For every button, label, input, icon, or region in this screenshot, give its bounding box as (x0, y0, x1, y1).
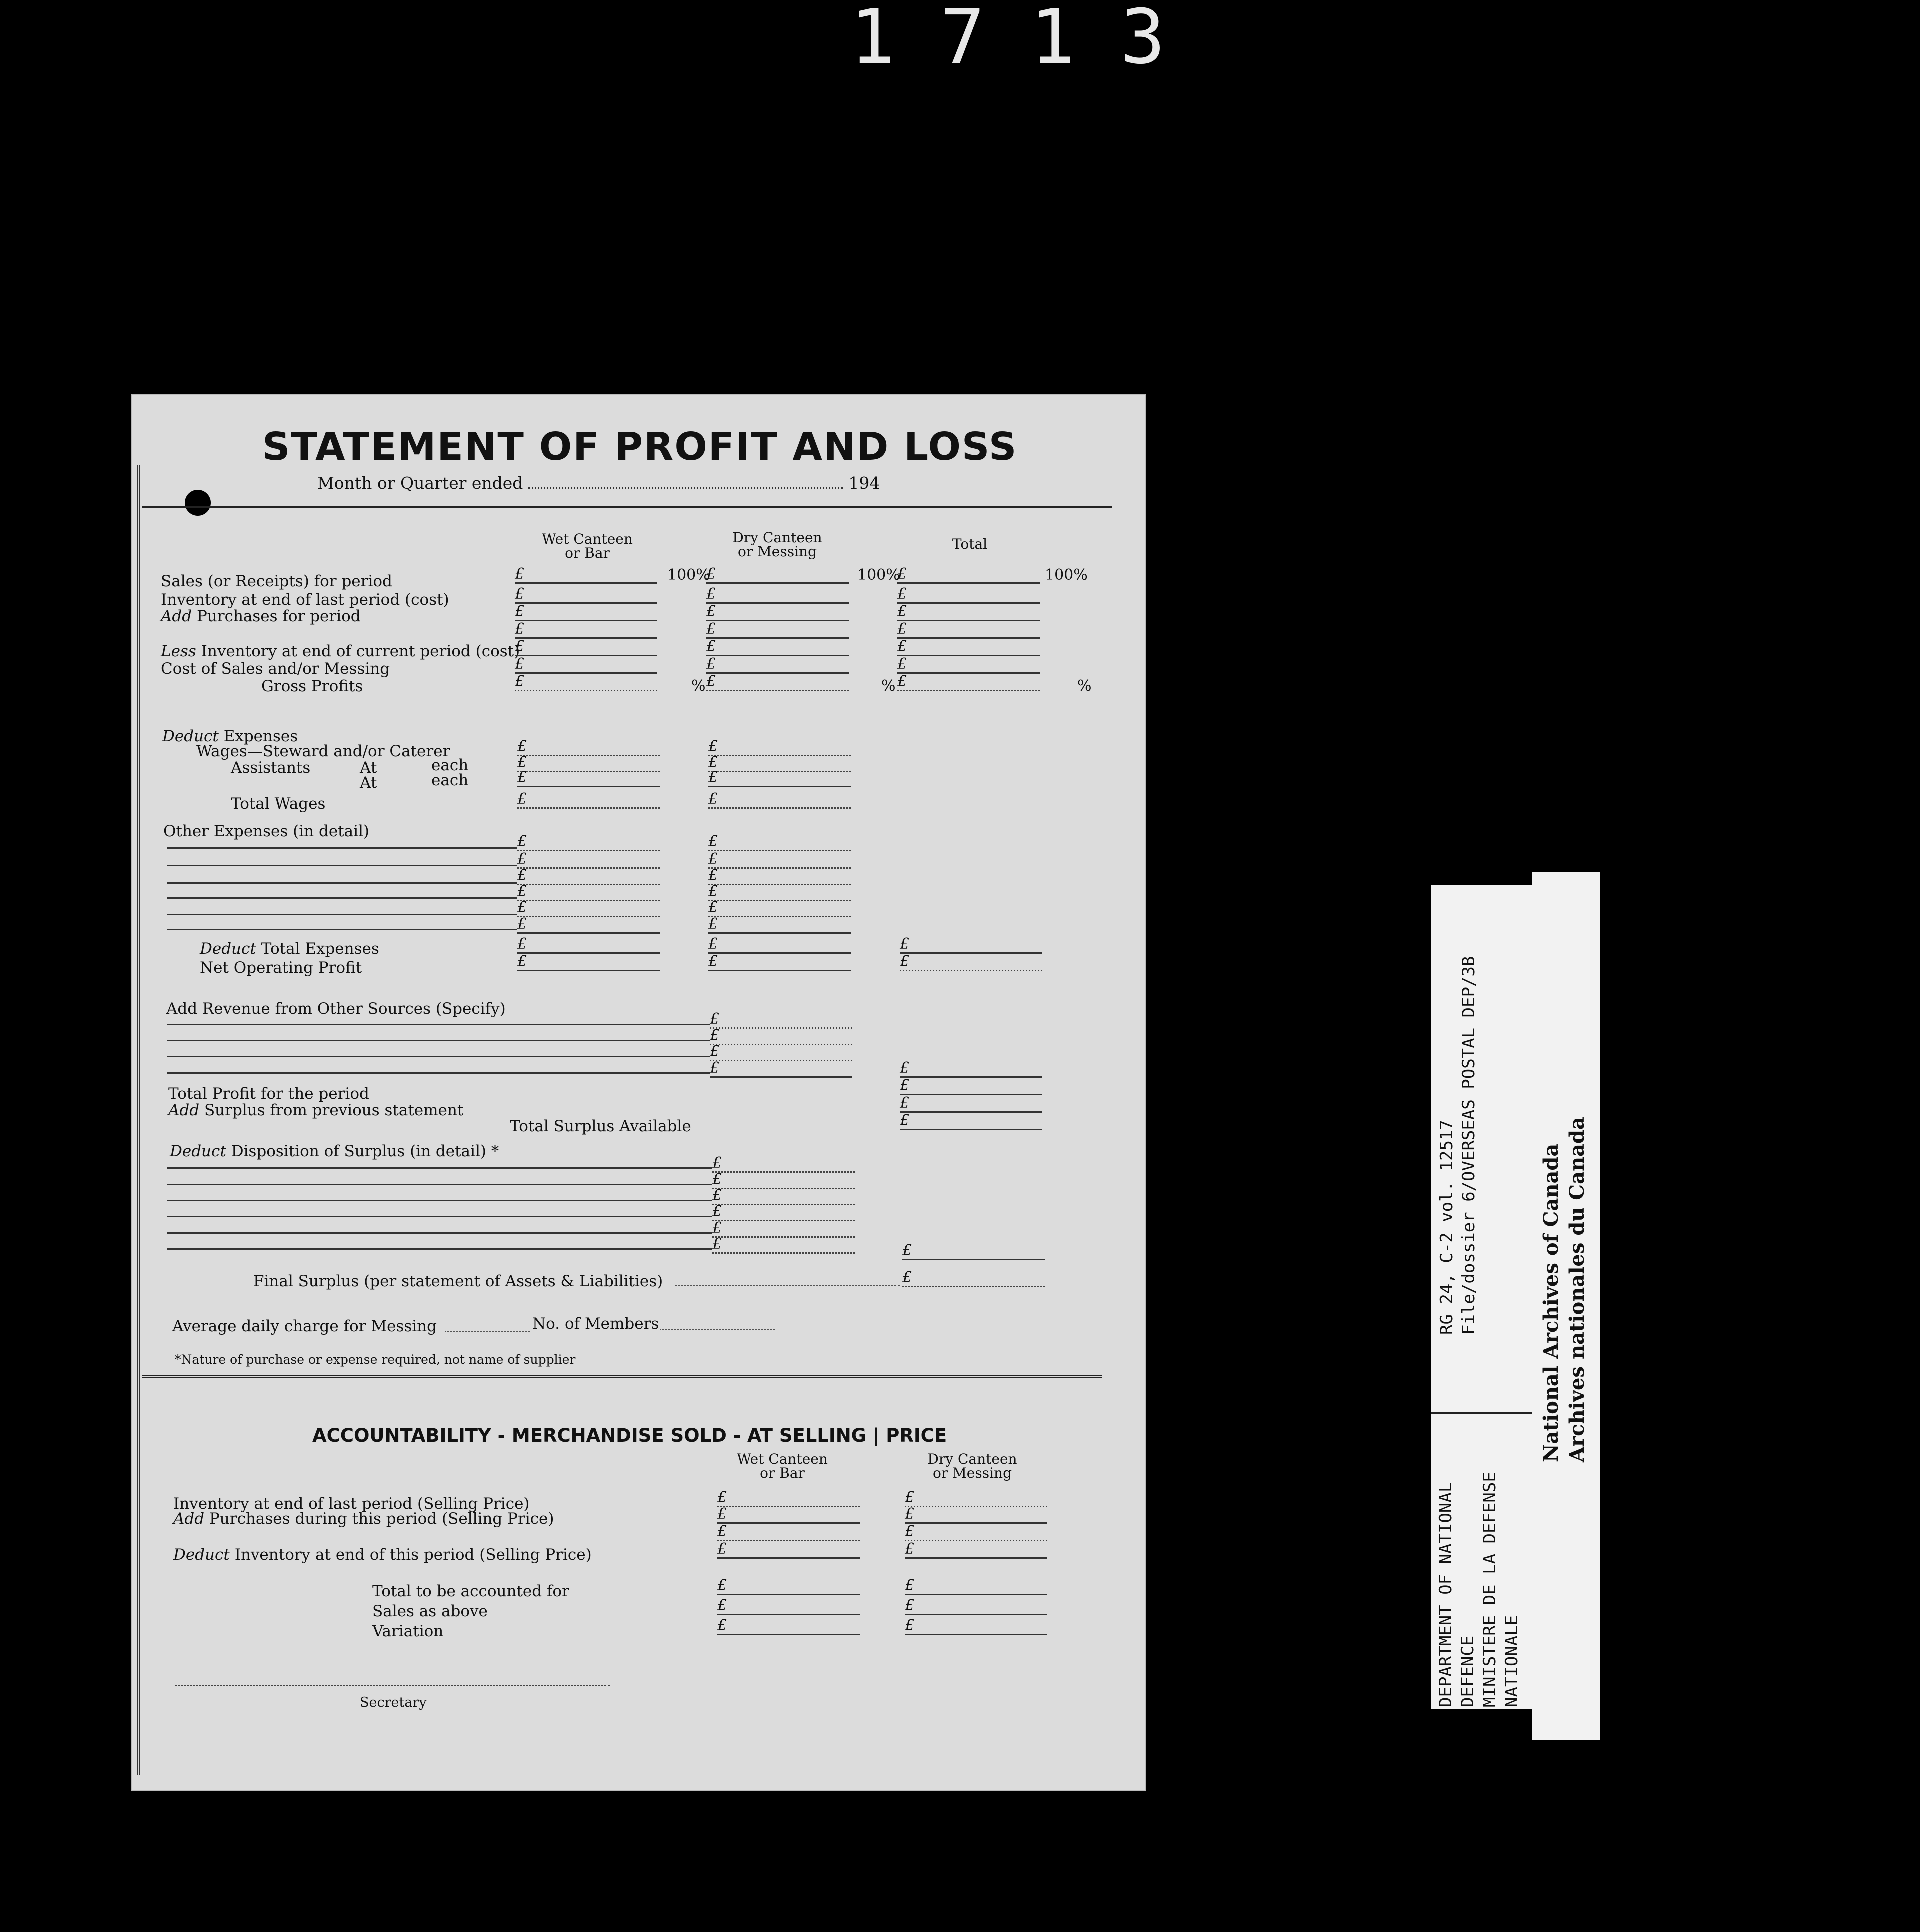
wet-wages-field[interactable] (518, 740, 660, 756)
row-members: No. of Members (532, 1315, 660, 1333)
row-total-expenses-deduct: Deduct (200, 940, 256, 958)
acc-row-inv-end (174, 1546, 592, 1564)
revenue-field-1[interactable] (710, 1012, 852, 1029)
wet-sales-field[interactable] (515, 568, 658, 584)
pct-total-sales: 100% (1045, 566, 1088, 584)
header-rule (142, 506, 1112, 508)
acc-row-inv-end-deduct: Deduct (174, 1546, 230, 1564)
disposition-line-3[interactable] (168, 1200, 712, 1202)
row-assistants-at-2: At (360, 774, 378, 792)
revenue-line-4[interactable] (168, 1072, 710, 1074)
dry-total-expenses-field[interactable] (708, 938, 851, 954)
total-total-expenses-field[interactable] (900, 938, 1042, 954)
acc-dry-total[interactable] (905, 1579, 1048, 1596)
wet-other-3[interactable] (518, 869, 660, 886)
dry-other-3[interactable] (708, 869, 851, 886)
acc-row-inv-end-label: Inventory at end of this period (Selling Price) (234, 1546, 592, 1564)
revenue-field-2[interactable] (710, 1029, 852, 1046)
row-assistants-at-1: At (360, 759, 378, 777)
dry-inventory-last-field[interactable] (706, 588, 849, 604)
row-other-expenses: Other Expenses (in detail) (164, 822, 370, 840)
surplus-prev-field[interactable] (900, 1096, 1042, 1113)
archive-file: File/dossier 6/OVERSEAS POSTAL DEP/3B (1459, 956, 1479, 1335)
secretary-label: Secretary (360, 1695, 427, 1710)
accountability-title: ACCOUNTABILITY - MERCHANDISE SOLD - AT SELLING | PRICE (312, 1425, 948, 1446)
wet-assistants-2-field[interactable] (518, 771, 660, 788)
total-surplus-field[interactable] (900, 1114, 1042, 1130)
row-assistants-each-2: each (432, 772, 469, 790)
disposition-line-1[interactable] (168, 1168, 712, 1169)
dept-en-1: DEPARTMENT OF NATIONAL (1436, 1482, 1456, 1708)
acc-wet-sales[interactable] (718, 1599, 860, 1616)
wet-other-4[interactable] (518, 885, 660, 902)
row-avg-charge: Average daily charge for Messing (172, 1318, 437, 1336)
pct-dry-sales: 100% (858, 566, 900, 584)
disposition-field-6[interactable] (712, 1238, 855, 1254)
footnote: *Nature of purchase or expense required, not name of supplier (175, 1352, 576, 1367)
col-head-total: Total (952, 536, 988, 552)
wet-other-6[interactable] (518, 918, 660, 934)
total-inventory-last-field[interactable] (898, 588, 1040, 604)
secretary-signature-line[interactable] (175, 1685, 610, 1686)
archives-canada-strip (1532, 872, 1600, 1740)
revenue-field-3[interactable] (710, 1045, 852, 1062)
row-purchases (161, 608, 361, 626)
acc-row-sales: Sales as above (372, 1602, 488, 1620)
disposition-line-5[interactable] (168, 1232, 712, 1234)
wet-inventory-current-field[interactable] (515, 640, 658, 656)
acc-dry-inv-last[interactable] (905, 1491, 1048, 1508)
col-head-wet: Wet Canteen or Bar (542, 531, 633, 562)
dept-fr-1: MINISTERE DE LA DEFENSE (1480, 1472, 1500, 1708)
acc-dry-purchases[interactable] (905, 1508, 1048, 1524)
wet-other-1[interactable] (518, 835, 660, 852)
archives-names (1538, 1117, 1590, 1462)
acc-dry-inv-end[interactable] (905, 1542, 1048, 1559)
acc-wet-subtotal[interactable] (718, 1525, 860, 1542)
archive-ref: RG 24, C-2 vol. 12517 (1437, 1120, 1457, 1335)
acc-row-purchases-label: Purchases during this period (Selling Price) (209, 1510, 554, 1528)
row-inventory-current-label: Inventory at end of current period (cost) (201, 642, 520, 660)
row-final-surplus: Final Surplus (per statement of Assets & Liabilities) (254, 1272, 664, 1290)
dry-other-6[interactable] (708, 918, 851, 934)
disposition-line-2[interactable] (168, 1184, 712, 1186)
wet-net-operating-field[interactable] (518, 955, 660, 972)
dry-other-1[interactable] (708, 835, 851, 852)
wet-purchases-field[interactable] (515, 605, 658, 622)
total-cost-of-sales-field[interactable] (898, 658, 1040, 674)
pct-total-gross: % (1078, 678, 1092, 695)
form-page (132, 395, 1145, 1790)
dry-other-5[interactable] (708, 901, 851, 918)
row-total-profit: Total Profit for the period (168, 1085, 370, 1103)
total-profit-field[interactable] (900, 1079, 1042, 1096)
row-total-expenses (200, 940, 380, 958)
dry-subtotal-field[interactable] (706, 622, 849, 639)
members-field[interactable] (660, 1329, 775, 1330)
row-deduct-expenses-label: Expenses (224, 728, 298, 746)
dry-sales-field[interactable] (706, 568, 849, 584)
dry-total-wages-field[interactable] (708, 792, 851, 809)
total-gross-profits-field[interactable] (898, 675, 1040, 692)
acc-row-inv-last: Inventory at end of last period (Selling Price) (174, 1495, 530, 1513)
subtitle-year: 194 (848, 474, 880, 493)
total-revenue-field[interactable] (900, 1062, 1042, 1078)
acc-row-total: Total to be accounted for (372, 1582, 570, 1600)
acc-dry-sales[interactable] (905, 1599, 1048, 1616)
disposition-line-4[interactable] (168, 1216, 712, 1218)
form-subtitle (318, 474, 880, 493)
col-head-dry: Dry Canteen or Messing (732, 530, 822, 560)
punch-hole (185, 490, 211, 516)
subtitle-date-blank (528, 488, 844, 489)
acc-wet-total[interactable] (718, 1579, 860, 1596)
margin-line (138, 465, 140, 1775)
dry-purchases-field[interactable] (706, 605, 849, 622)
total-subtotal-field[interactable] (898, 622, 1040, 639)
wet-subtotal-field[interactable] (515, 622, 658, 639)
subtitle-prefix: Month or Quarter ended (318, 474, 524, 493)
acc-row-purchases (174, 1510, 554, 1528)
avg-charge-field[interactable] (445, 1331, 530, 1332)
wet-gross-profits-field[interactable] (515, 675, 658, 692)
row-purchases-add: Add (161, 608, 192, 626)
row-sales: Sales (or Receipts) for period (161, 572, 392, 590)
frame-number: 1713 (850, 0, 1211, 81)
disposition-field-5[interactable] (712, 1222, 855, 1238)
archive-dept-lines (1435, 1472, 1523, 1708)
revenue-line-2[interactable] (168, 1040, 710, 1042)
dry-cost-of-sales-field[interactable] (706, 658, 849, 674)
wet-other-2[interactable] (518, 852, 660, 869)
dry-assistants-2-field[interactable] (708, 771, 851, 788)
row-assistants-each-1: each (432, 756, 469, 774)
acc-row-variation: Variation (372, 1622, 444, 1640)
disposition-field-3[interactable] (712, 1189, 855, 1206)
dry-wages-field[interactable] (708, 740, 851, 756)
other-expense-line-1[interactable] (168, 848, 518, 849)
revenue-line-3[interactable] (168, 1056, 710, 1058)
wet-assistants-1-field[interactable] (518, 756, 660, 772)
dept-fr-2: NATIONALE (1502, 1615, 1522, 1708)
disposition-field-1[interactable] (712, 1156, 855, 1173)
row-inventory-current (161, 642, 520, 660)
other-expense-line-4[interactable] (168, 898, 518, 899)
final-surplus-field[interactable] (902, 1271, 1045, 1288)
acc-wet-inv-last[interactable] (718, 1491, 860, 1508)
other-expense-line-3[interactable] (168, 882, 518, 884)
acc-dry-variation[interactable] (905, 1619, 1048, 1636)
acc-row-purchases-add: Add (174, 1510, 205, 1528)
pct-wet-sales: 100% (668, 566, 710, 584)
total-net-operating-field[interactable] (900, 955, 1042, 972)
total-sales-field[interactable] (898, 568, 1040, 584)
row-surplus-prev-label: Surplus from previous statement (204, 1102, 464, 1120)
other-expense-line-2[interactable] (168, 865, 518, 866)
row-disposition (170, 1142, 499, 1160)
form-title: STATEMENT OF PROFIT AND LOSS (262, 425, 1018, 470)
archives-en: National Archives of Canada (1540, 1144, 1563, 1462)
row-assistants: Assistants (231, 759, 311, 777)
disposition-field-4[interactable] (712, 1205, 855, 1222)
wet-total-expenses-field[interactable] (518, 938, 660, 954)
dry-assistants-1-field[interactable] (708, 756, 851, 772)
disposition-field-2[interactable] (712, 1173, 855, 1190)
row-total-expenses-label: Total Expenses (261, 940, 380, 958)
wet-total-wages-field[interactable] (518, 792, 660, 809)
wet-inventory-last-field[interactable] (515, 588, 658, 604)
row-inventory-last: Inventory at end of last period (cost) (161, 591, 450, 609)
dry-gross-profits-field[interactable] (706, 675, 849, 692)
acc-wet-purchases[interactable] (718, 1508, 860, 1524)
row-surplus-prev-add: Add (168, 1102, 200, 1120)
row-net-operating-profit: Net Operating Profit (200, 959, 362, 977)
archive-ref-lines (1436, 956, 1480, 1335)
dry-net-operating-field[interactable] (708, 955, 851, 972)
pct-wet-gross: % (692, 678, 706, 695)
disposition-line-6[interactable] (168, 1248, 712, 1250)
final-surplus-leader (675, 1285, 900, 1286)
wet-cost-of-sales-field[interactable] (515, 658, 658, 674)
revenue-field-4[interactable] (710, 1062, 852, 1078)
other-expense-line-6[interactable] (168, 929, 518, 930)
total-purchases-field[interactable] (898, 605, 1040, 622)
row-surplus-prev (168, 1102, 464, 1120)
dept-en-2: DEFENCE (1458, 1636, 1478, 1708)
row-disposition-label: Disposition of Surplus (in detail) * (231, 1142, 500, 1160)
strip-divider (1431, 1412, 1532, 1414)
acc-dry-subtotal[interactable] (905, 1525, 1048, 1542)
row-total-wages: Total Wages (231, 795, 326, 813)
row-inventory-less: Less (161, 642, 196, 660)
row-wages: Wages—Steward and/or Caterer (196, 742, 450, 760)
archive-reference-strip (1431, 885, 1532, 1709)
dry-inventory-current-field[interactable] (706, 640, 849, 656)
total-disposition-field[interactable] (902, 1244, 1045, 1260)
row-purchases-label: Purchases for period (196, 608, 361, 626)
total-inventory-current-field[interactable] (898, 640, 1040, 656)
acc-wet-variation[interactable] (718, 1619, 860, 1636)
row-disposition-deduct: Deduct (170, 1142, 226, 1160)
acc-col-head-dry: Dry Canteen or Messing (928, 1451, 1018, 1482)
other-expense-line-5[interactable] (168, 914, 518, 916)
row-gross-profits: Gross Profits (262, 678, 364, 696)
archives-fr: Archives nationales du Canada (1566, 1117, 1589, 1462)
acc-wet-inv-end[interactable] (718, 1542, 860, 1559)
dry-other-4[interactable] (708, 885, 851, 902)
acc-col-head-wet: Wet Canteen or Bar (737, 1451, 828, 1482)
row-cost-of-sales: Cost of Sales and/or Messing (161, 660, 390, 678)
dry-other-2[interactable] (708, 852, 851, 869)
wet-other-5[interactable] (518, 901, 660, 918)
row-add-revenue: Add Revenue from Other Sources (Specify) (166, 1000, 506, 1018)
section-rule (142, 1375, 1102, 1378)
row-total-surplus: Total Surplus Available (510, 1118, 692, 1136)
pct-dry-gross: % (882, 678, 896, 695)
revenue-line-1[interactable] (168, 1024, 710, 1026)
row-deduct-expenses-deduct: Deduct (162, 728, 219, 746)
